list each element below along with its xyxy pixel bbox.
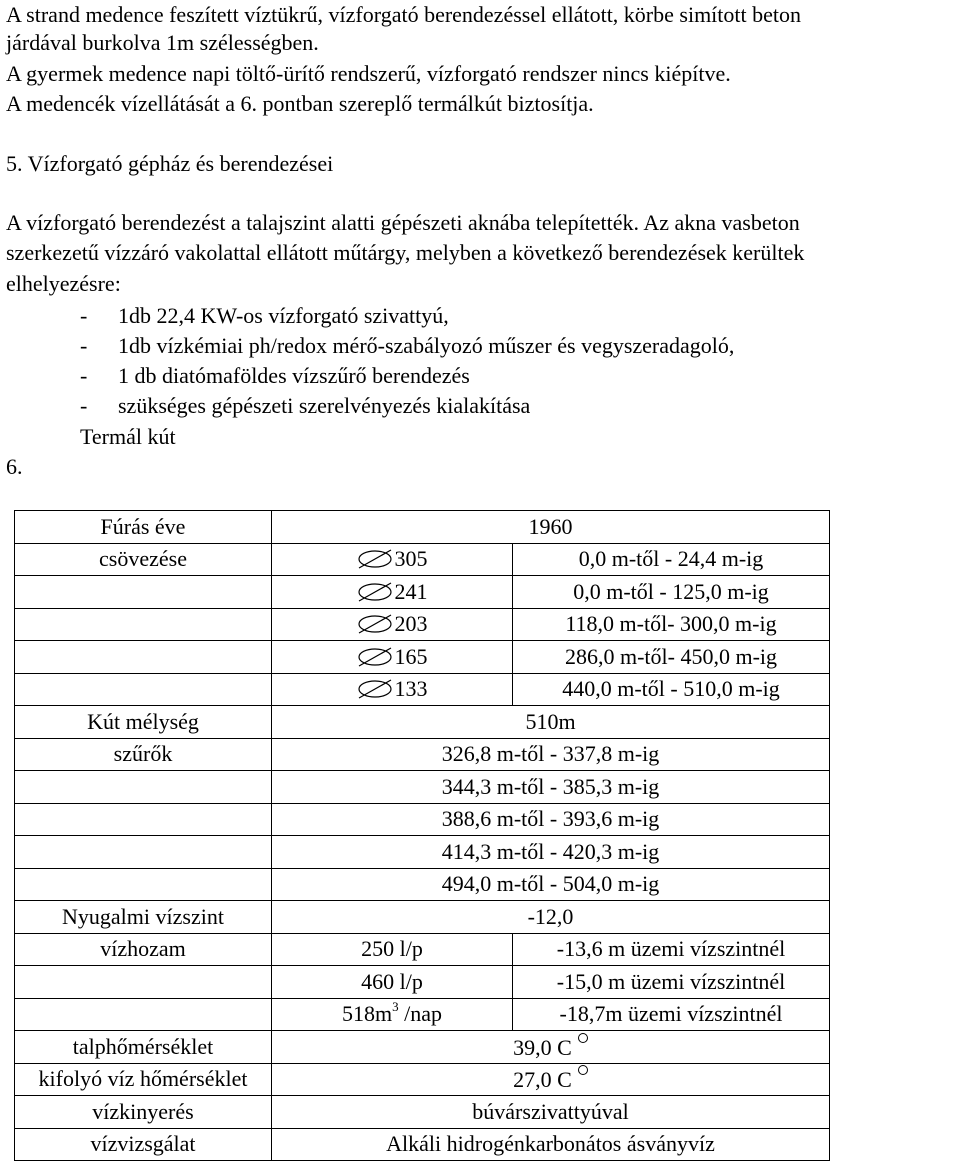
empty-cell	[15, 576, 272, 609]
outflow-temp-label: kifolyó víz hőmérséklet	[15, 1063, 272, 1096]
diameter-icon	[357, 549, 393, 569]
table-row	[15, 998, 830, 1031]
depth-label: Kút mélység	[15, 706, 272, 739]
bottom-temp-cell	[272, 1031, 830, 1064]
equipment-item	[80, 363, 470, 389]
yield-level: -15,0 m üzemi vízszintnél	[513, 966, 830, 999]
table-row	[15, 966, 830, 999]
casing-diameter	[272, 641, 513, 674]
casing-range: 0,0 m-től - 24,4 m-ig	[513, 543, 830, 576]
filter-range: 494,0 m-től - 504,0 m-ig	[272, 868, 830, 901]
list-dash: -	[80, 333, 88, 358]
casing-range: 286,0 m-től- 450,0 m-ig	[513, 641, 830, 674]
diameter-icon	[357, 582, 393, 602]
equipment-item	[80, 303, 449, 329]
casing-diameter-value: 241	[394, 578, 428, 604]
table-row	[15, 706, 830, 739]
casing-diameter-value: 133	[394, 676, 428, 702]
diameter-icon	[357, 614, 393, 634]
table-row	[15, 868, 830, 901]
casing-diameter	[272, 576, 513, 609]
casing-diameter	[272, 608, 513, 641]
empty-cell	[15, 771, 272, 804]
empty-cell	[15, 868, 272, 901]
outflow-temp-value: 27,0 C	[513, 1067, 572, 1093]
empty-cell	[15, 966, 272, 999]
table-row	[15, 1096, 830, 1129]
filter-range: 344,3 m-től - 385,3 m-ig	[272, 771, 830, 804]
intro-line-3: A gyermek medence napi töltő-ürítő rendszerű, vízforgató rendszer nincs kiépítve.	[6, 61, 731, 86]
yield-flow-unit: /nap	[398, 1001, 442, 1027]
empty-cell	[15, 608, 272, 641]
table-row	[15, 1063, 830, 1096]
table-row	[15, 901, 830, 934]
yield-level: -13,6 m üzemi vízszintnél	[513, 933, 830, 966]
filter-range: 388,6 m-től - 393,6 m-ig	[272, 803, 830, 836]
extraction-value: búvárszivattyúval	[272, 1096, 830, 1129]
yield-label: vízhozam	[15, 933, 272, 966]
equipment-item-text: 1db 22,4 KW-os vízforgató szivattyú,	[118, 303, 449, 328]
water-test-value: Alkáli hidrogénkarbonátos ásványvíz	[272, 1128, 830, 1161]
equipment-item-text: 1 db diatómaföldes vízszűrő berendezés	[118, 363, 470, 388]
empty-cell	[15, 836, 272, 869]
list-dash: -	[80, 393, 88, 418]
yield-flow-base: 518m	[341, 1001, 393, 1027]
casing-diameter-value: 165	[394, 643, 428, 669]
intro-line-1: A strand medence feszített víztükrű, vízforgató berendezéssel ellátott, körbe simított beton	[6, 2, 802, 27]
table-row	[15, 608, 830, 641]
yield-flow: 460 l/p	[272, 966, 513, 999]
diameter-icon	[357, 647, 393, 667]
table-row	[15, 576, 830, 609]
filter-range: 326,8 m-től - 337,8 m-ig	[272, 738, 830, 771]
casing-range: 440,0 m-től - 510,0 m-ig	[513, 673, 830, 706]
outflow-temp-cell	[272, 1063, 830, 1096]
table-row	[15, 511, 830, 544]
drill-year-label: Fúrás éve	[15, 511, 272, 544]
section-5-line-1: A vízforgató berendezést a talajszint alatti gépészeti aknába telepítették. Az akna vasbeton	[6, 210, 800, 235]
filters-label: szűrők	[15, 738, 272, 771]
intro-line-4: A medencék vízellátását a 6. pontban szereplő termálkút biztosítja.	[6, 91, 594, 116]
equipment-item-text: szükséges gépészeti szerelvényezés kialakítása	[118, 393, 531, 418]
empty-cell	[15, 803, 272, 836]
drill-year-value: 1960	[272, 511, 830, 544]
section-5-heading: 5. Vízforgató gépház és berendezései	[6, 151, 334, 176]
table-row	[15, 771, 830, 804]
table-row	[15, 836, 830, 869]
equipment-item-text: 1db vízkémiai ph/redox mérő-szabályozó műszer és vegyszeradagoló,	[118, 333, 735, 358]
casing-range: 0,0 m-től - 125,0 m-ig	[513, 576, 830, 609]
diameter-icon	[357, 679, 393, 699]
casing-diameter	[272, 543, 513, 576]
section-5-line-2: szerkezetű vízzáró vakolattal ellátott műtárgy, melyben a következő berendezések kerültek	[6, 240, 805, 265]
filter-range: 414,3 m-től - 420,3 m-ig	[272, 836, 830, 869]
depth-value: 510m	[272, 706, 830, 739]
casing-diameter-value: 203	[394, 611, 428, 637]
section-6-number: 6.	[6, 454, 23, 479]
casing-diameter-value: 305	[394, 546, 428, 572]
table-row	[15, 933, 830, 966]
extraction-label: vízkinyerés	[15, 1096, 272, 1129]
bottom-temp-value: 39,0 C	[513, 1034, 572, 1060]
static-level-value: -12,0	[272, 901, 830, 934]
yield-level: -18,7m üzemi vízszintnél	[513, 998, 830, 1031]
yield-flow: 250 l/p	[272, 933, 513, 966]
equipment-item	[80, 393, 530, 419]
empty-cell	[15, 673, 272, 706]
equipment-item	[80, 333, 734, 359]
section-6-title: Termál kút	[80, 424, 176, 449]
empty-cell	[15, 641, 272, 674]
degree-icon	[578, 1065, 588, 1075]
casing-diameter	[272, 673, 513, 706]
well-data-table	[14, 510, 830, 1161]
yield-flow	[272, 998, 513, 1031]
table-row	[15, 641, 830, 674]
table-row	[15, 1128, 830, 1161]
table-row	[15, 543, 830, 576]
table-row	[15, 803, 830, 836]
casing-range: 118,0 m-től- 300,0 m-ig	[513, 608, 830, 641]
yield-flow-exponent: 3	[392, 999, 399, 1015]
static-level-label: Nyugalmi vízszint	[15, 901, 272, 934]
list-dash: -	[80, 363, 88, 388]
bottom-temp-label: talphőmérséklet	[15, 1031, 272, 1064]
degree-icon	[578, 1033, 588, 1043]
casing-label: csövezése	[15, 543, 272, 576]
section-5-line-3: elhelyezésre:	[6, 271, 121, 296]
table-row	[15, 738, 830, 771]
table-row	[15, 1031, 830, 1064]
water-test-label: vízvizsgálat	[15, 1128, 272, 1161]
list-dash: -	[80, 303, 88, 328]
intro-line-2: járdával burkolva 1m szélességben.	[6, 30, 319, 55]
table-row	[15, 673, 830, 706]
empty-cell	[15, 998, 272, 1031]
